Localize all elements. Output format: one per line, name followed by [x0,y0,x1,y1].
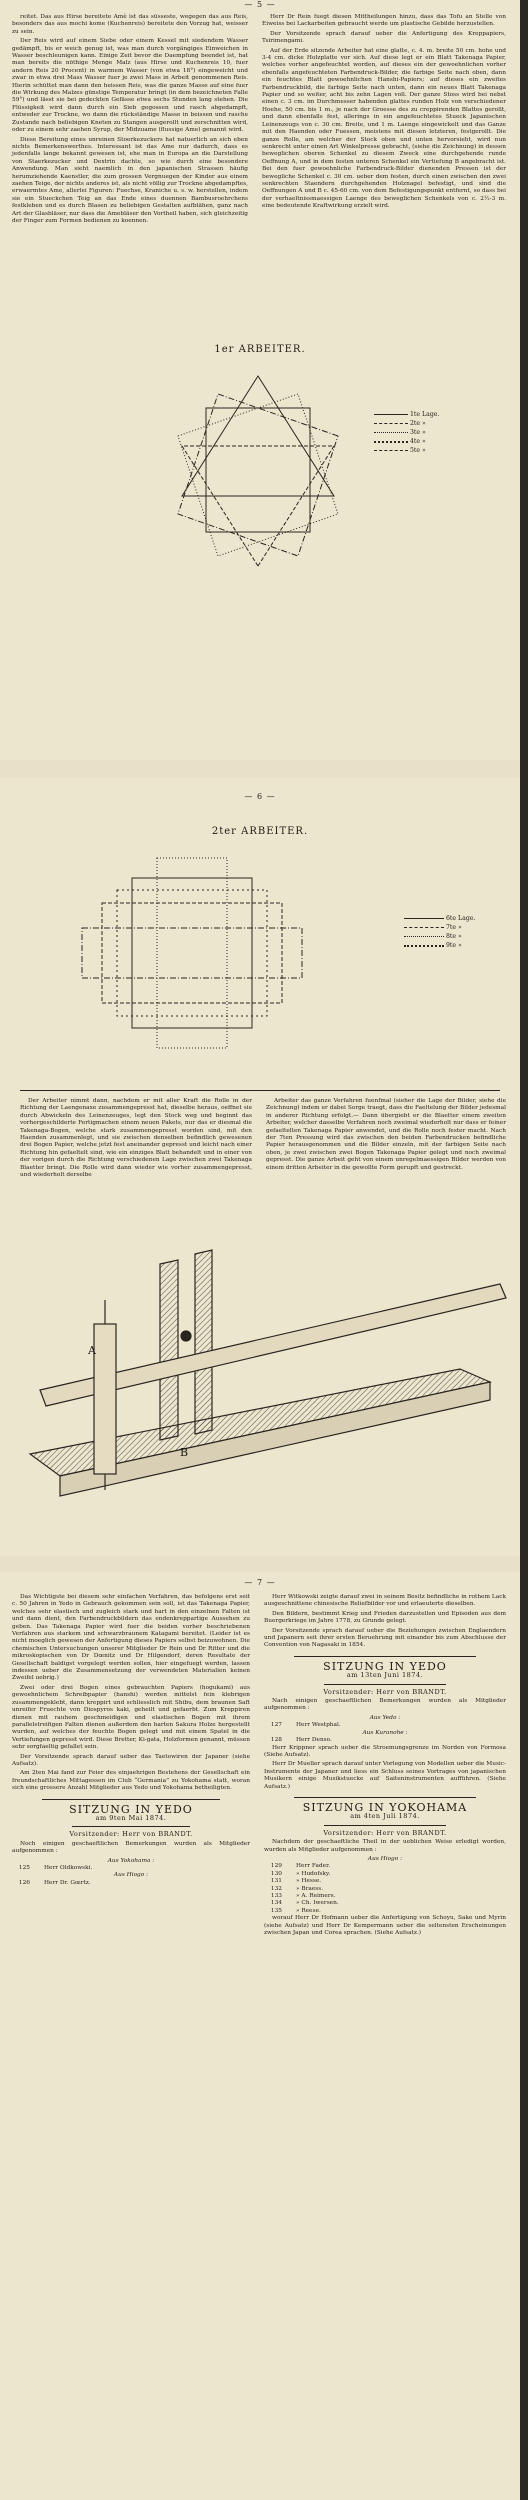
legend-label: 9te » [445,942,462,949]
member-name: Herr Denso. [296,1737,332,1744]
page-7 [0,1572,520,2500]
meeting-title: SITZUNG IN YEDO [69,1802,193,1816]
page-number: — 7 — [244,1578,276,1587]
right-column [264,1594,506,1939]
legend-row [404,914,475,923]
paragraph: Der Arbeiter nimmt dann, nachdem er mit aller Kraft die Rolle in der Richtung der Laengenaxe zusammengepresst hat, dieselbe heraus, oeffnet sie durch Abwickeln des Leinenzeuges, legt den Stock weg und beginnt das vorhergeschilderte Fertigmachen einem neuen Pakets, nur das er diesmal die Takenaga-Bogen, welche stark zusammengepresst worden sind, mit den Haenden zusammenlegt, und sie zwischen denselben befindlich gewesenen drei Bogen Papier, welche jetzt fest aneinander gepresst und leicht nach einer Richtung hin gefaeltelt sind, wie ein einziges Blatt behandelt und in einer von der vorigen durch die Richtung verschiedenen Lage zwischen zwei Takenaga Blaetter bringt. Die Rolle wird dann wieder wie vorher zusammengepresst, und wiederholt derselbe [20,1098,252,1179]
page-number: — 6 — [244,792,276,801]
paragraph: Herr Krippner sprach ueber die Stroemungsgrenze im Norden von Formosa (Siehe Aufsatz). [264,1744,506,1758]
member-city: Aus Hiogo : [367,1855,403,1862]
member-city: Aus Hiogo : [113,1872,149,1879]
legend-row [404,932,475,941]
member-number: 134 [270,1900,282,1907]
legend-row [404,941,475,950]
paragraph: Herr Dr Mueller sprach darauf unter Vorlegung von Modellen ueber die Music-Instrumente der Japaner und liess ein Schluss seines Vortrages von japanischen Musikern einige Musikstuecke auf Saiteninstrumenten aufführen. (Siehe Aufsatz.) [264,1761,506,1790]
meeting-chair: Vorsitzender: Herr von BRANDT. [69,1830,193,1839]
label-b: B [180,1446,189,1459]
paragraph: Den Bildern, bestimmt Krieg und Frieden darzustellen und Episoden aus dem Buergerkriege im Jahre 1778, zu Grunde gelegt. [264,1610,506,1625]
legend-label: 2te » [409,420,426,427]
page-5 [0,0,520,760]
figure-title: 1er ARBEITER. [214,344,306,355]
member-name: Herr Oldkowski. [44,1865,93,1871]
legend-row [374,419,439,428]
member-number: 131 [270,1878,282,1885]
member-number: 133 [270,1893,282,1899]
meeting-intro: Nach einigen geschaeftlichen Bemerkungen wurden als Mitglieder aufgenommen : [264,1698,506,1712]
meeting-date: am 13ten Juni 1874. [346,1671,424,1680]
page-6 [0,778,520,1556]
member-row [264,1878,506,1885]
member-row [264,1893,506,1900]
paragraph: Der Vorsitzende sprach darauf ueber die Beziehungen zwischen Englaendern und Japanern seit ihrer ersten Beruehrung mit einander bis zum Abschlusse der Convention von Nagasaki in 1854. [264,1627,506,1649]
paragraph: Herr Witkowski zeigte darauf zwei in seinem Besitz befindliche in rothem Lack ausgeschnittene chinesische Reliefbilder vor und erlaeuterte dieselben. [264,1594,506,1608]
member-number: 126 [18,1879,30,1886]
paragraph: Der Vorsitzende sprach darauf ueber die Anfertigung des Kreppapiers, Tsirimengami. [262,30,506,45]
layer-legend [374,410,439,455]
layer-legend [404,914,475,950]
legend-label: 4te » [409,438,426,445]
paragraph: Auf der Erde sitzende Arbeiter hat eine glatte, c. 4. m. breite 50 cm. hohe und 3-4 cm. dicke Holzplatte vor sich. Auf diese legt er ein Blatt Takenaga Papier, welches vorher angefeuchtet worden, auf dieses ein der gewoehnlichen vorher ebenfalls angefeuchteten Farbendruck-Bilder, die farbige Seite nach oben, dann ein feuchtes Blatt gewoehnlichen Hanshi-Papiers; auf dieses ein zweites Farbendruckbild, die farbige Seite nach unten, dann ein neues Blatt Takenaga Papier und so weiter, acht bis zehn Lagen voll. Der ganze Stoss wird bei nebst einen c. 3 cm. im Durchmesser habenden glattes runden Holz von verschiedener Hoehe, 50 cm. bis 1 m., je nach der Groesse des zu creppirenden Blattes gerollt, und dann ebenfalls fest, allerings in ein angefeuchtetes Stueck Japanischen Leinenzeugs von c. 30 cm. Breite, und 1 m. Laenge eingewickelt und das Ganze mit den Haenden oder Fuessen, meistens mit diesen letzteren, festgerollt. Die ganze Rolle, am welcher der Stock oben und unten hervorsieht, wird nun senkrecht unter einen Art Winkelpresse gebracht, (siehe die Zeichnung) in dessen beweglichen oberen Schenkel zu diesem Zweck eine durchgehende runde Oeffnung A, und in dem festen unteren Schenkel ein Vertiefung B angebracht ist. Bei den fuer gewoehnliche Farbendruck-Bilder dienenden Pressen ist der bewegliche Schenkel c. 30 cm. ueber dem festen, durch einen zwischen den zwei senkrechten Staendern durchgehenden Holznagel befestigt, und sind die Oeffnungen A und B c. 45-60 cm. von dem Befestigungspunkt entfernt, so dass bei der verhaeltnissmaessigen Laenge des beweglichen Schenkels von c. 2½-3 m. eine bedeutende Kraftwirkung erzielt wird. [262,47,506,210]
member-name: » Braess. [296,1885,324,1892]
member-number: 130 [270,1870,282,1877]
member-number: 135 [270,1907,282,1914]
member-city: Aus Kuranohe : [362,1729,408,1736]
member-number: 125 [18,1865,30,1871]
member-city: Aus Yokohama : [107,1857,155,1864]
legend-row [374,428,439,437]
binding-edge [520,0,528,2500]
paragraph: Arbeiter das ganze Verfahren fuenfmal (sieher die Lage der Bilder, siehe die Zeichnung) indem er dabei Sorge traegt, dass die Faeltelung der Bilder jedesmal in anderer Richtung erfolgt.— Dann übergiebt er die Blaetter einem zweiten Arbeiter, welcher dasselbe Verfahren noch zweimal wiederholt nur dass er feiner gefaeltelten Takenaga Papier anwendet, und die Rolle noch fester macht. Nach der 7ten Pressung wird das zwischen den beiden Farbendrucken befindliche Papier herausgenommen und die Bilder einzeln, mit der farbigen Seite nach oben, je zwei zwischen zwei Bogen Takenaga Papier gelegt und noch zweimal gepresst. Die ganze Arbeit geht von einem unregelmaessigen Bilder werden von einem dritten Arbeiter in die gewollte Form gerupft und gestreckt. [266,1098,506,1171]
member-row [264,1900,506,1907]
member-number: 129 [270,1863,282,1870]
meeting-date: am 4ten Juli 1874. [350,1812,420,1821]
meeting-intro: Nachdem der geschaeftliche Theil in der ueblichen Weise erledigt worden, wurden als Mitglieder aufgenommen : [264,1839,506,1853]
paragraph: Das Wichtigste bei diesem sehr einfachen Verfahren, das befolgens erst seit c. 50 Jahren in Yedo in Gebrauch gekommen sein soll, ist das Takenaga Papier, welches sehr elastisch und zugleich stark und hart in den einzelnen Falten ist und dann dient, den Farbendruckbildern das endenkreppartige Aussehen zu geben. Das Takenaga Papier wird fuer die beiden vorher beschriebenen Verfahren aus starkem und schwarzbraunem Katagami bereitet. (Leider ist es nicht moeglich gewesen der Anfertigung dieses Papiers selbst beizuwohnen. Die chemischen Untersuchungen unserer Mitglieder Dr Rein und Dr Ritter und die mikroskopischen von Dr Dœnitz und Dr Hilgendorf, deren Resultate der Gesellschaft baldigst vorgelegt werden sollen, hier eingefuegt werden, lassen indessen ueber die Zusammensetzung der verwendeten Materialien keinen Zweifel uebrig.) [12,1594,250,1682]
member-name: Herr Fader. [296,1863,331,1870]
left-column [20,1098,252,1181]
legend-label: 8te » [445,933,462,940]
member-row [264,1737,506,1744]
paragraph: Diese Bereitung eines unreinen Stoerkezuckers hat natuerlich an sich eben nichts Bemerkenswerthes. Interessant ist das Ame nur dadurch, dass es jedenfalls lange bekannt gewesen ist, ehe man in Europa an die Darstellung von Staerkezucker und Dextrin dachte, so wie durch eine besondere Anwendung. Man sieht naemlich in den japanischen Strassen häufig herumziehende Kaenstler, die zum grossen Vergnuegen der Kinder aus einem zaehen Teige, der nichts anderes ist, als nicht völlig zur Trockne abgedampftes, erwaermtes Ame, allerlei Figuren: Fuechse, Kraniche u. s. w. herstellen, indem sie ein Stueckchen Teig an das Ende eines duennen Bambusroehrchens festkleben und es durch Blasen zu beliebigen Gestalten aufblähen, ganz nach Art der Glasbläser, nur dass die Amebläser den Vortheil haben, sich gleichzeitig der Finger zum Formen bedienen zu koennen. [12,136,248,224]
paragraph: Der Vorsitzende sprach darauf ueber das Taetowiren der Japaner (siehe Aufsatz). [12,1753,250,1767]
legend-row [404,923,475,932]
meeting-date: am 9ten Mai 1874. [95,1813,167,1822]
legend-label: 6te Lage. [445,915,476,922]
press-illustration [20,1204,510,1544]
legend-row [374,437,439,446]
member-name: » Hesse. [296,1878,322,1885]
member-name: » Reese. [296,1907,321,1914]
left-column [12,14,248,227]
member-row [264,1908,506,1915]
paragraph: Zwei oder drei Bogen eines gebrauchten Papiers (hogukami) aus gewoehnlichem Schreibpapier (hanshi) werden mittelst fein klebrigen zusammengeklebt, dann kreppirt und schliesslich mit Shibu, dem braunen Saft unreifer Fruechte von Diospyros kaki, geheilt und gefaerbt. Zum Kreppiren dienen mit rauhem geschmeidigen und elastischen Bogen mit ihrem parallelstreifigen Falten dienen außerdem den harten Sakura Holze hergestellt wurden, auf welches der feuchte Bogen gelegt und mit einem Spatel in die Vertiefungen gepresst wird. Diese Bretter, Ki-gata, Holzformen genannt, müssen sehr sorgfaeltig gefallet sein. [12,1684,250,1751]
meeting-title: SITZUNG IN YOKOHAMA [302,1800,468,1814]
member-city: Aus Yedo : [369,1714,401,1721]
crepe-fold-figure-1 [148,364,368,584]
paragraph: reitet. Das aus Hirse bereitete Amè ist das süsseste, wegegen das aus Reis, besonders das aus mochi kome (Kuchenreis) bereitete den Vorzug hat, weisser zu sein. [12,14,248,35]
label-a: A [88,1344,96,1357]
legend-label: 1te Lage. [409,411,440,418]
right-column [266,1098,506,1174]
member-number: 127 [270,1722,282,1729]
legend-label: 5te » [409,447,426,454]
right-column [262,14,506,213]
member-number: 132 [270,1885,282,1892]
paragraph: Herr Dr Rein fuegt diesen Mittheilungen hinzu, dass das Tofu an Stelle von Eiweiss bei Lackarbeiten gebraucht werde um plastische Gebilde herzustellen. [262,14,506,28]
legend-label: 3te » [409,429,426,436]
member-row [264,1863,506,1870]
meeting-title: SITZUNG IN YEDO [323,1659,447,1673]
paragraph: Am 2ten Mai fand zur Feier des einjaehrigen Bestehens der Gesellschaft ein freundschaftliches Mittagessen im Club “Germania” zu Yokohama statt, woran sich eine grossere Anzahl Mitglieder aus Yedo und Yokohama betheiligten. [12,1770,250,1792]
left-column [12,1594,250,1887]
member-row [264,1886,506,1893]
member-number: 128 [270,1737,282,1744]
meeting-intro: Noch einigen geschaeftlichen Bemerkungen wurden als Mitglieder aufgenommen : [12,1840,250,1855]
member-name: » Ch. Iwersen. [296,1900,339,1907]
member-name: » A. Reimers. [296,1893,336,1899]
member-row [264,1722,506,1729]
legend-label: 7te » [445,924,462,931]
member-row [12,1880,250,1887]
member-name: Herr Dr. Gœrtz. [44,1879,91,1886]
meeting-chair: Vorsitzender: Herr von BRANDT. [323,1687,447,1696]
member-name: Herr Westphal. [296,1722,341,1729]
member-row [12,1865,250,1872]
paragraph: Der Reis wird auf einem Siebe oder einem Kessel mit siedendem Wasser gedämpft, bis er weich genug ist, was man durch vorgängiges Einweichen in Wasser beschleunigen kann. Einige Zeit bevor die Daempfung beendet ist, hat man bereits die nöthige Menge Malz (aus Hirse und Kuchenreis 10, fuer andern Reis 20 Procent) in warmem Wasser (von etwa 18°) eingeweicht und zwar in etwa drei Mass Wasser fuer je zwei Mass in Arbeit genommenen Reis. Hierin schüttet man dann den heissen Reis, was die ganze Masse auf eine fuer die Wirkung des Malzes günstige Temperatur bringt (in dem bezeichneten Falle 59°) und lässt sie bei gedeckten Gefässe etwa sechs Stunden lang stehen. Die Flüssigkeit wird dann durch ein Sieb gegossen und rasch abgedampft, entweder zur Trockne, wo dann die rückständige Masse in beissen und rasche Zustande nach beliebigen Kneten zu Stangen ausgerollt und zerschnitten wird, oder zu einem sehr zaehen Syrup, der Midzuame (flussige Ame) genannt wird. [12,38,248,134]
member-name: » Hudofsky. [296,1870,331,1877]
member-row [264,1871,506,1878]
meeting-chair: Vorsitzender: Herr von BRANDT. [323,1828,447,1837]
meeting-closing: worauf Herr Dr Hofmann ueber die Anfertigung von Schoyu, Sake und Myrin (siehe Aufsatz) und Herr Dr Kempermann ueber die seltensten Erscheinungen zwischen Japan und Corea sprachen. (Siehe Aufsatz.) [264,1915,506,1937]
figure-title: 2ter ARBEITER. [211,826,309,837]
page-number: — 5 — [244,0,276,9]
legend-row [374,446,439,455]
legend-row [374,410,439,419]
crepe-fold-figure-2 [42,848,342,1078]
divider [20,1090,500,1091]
